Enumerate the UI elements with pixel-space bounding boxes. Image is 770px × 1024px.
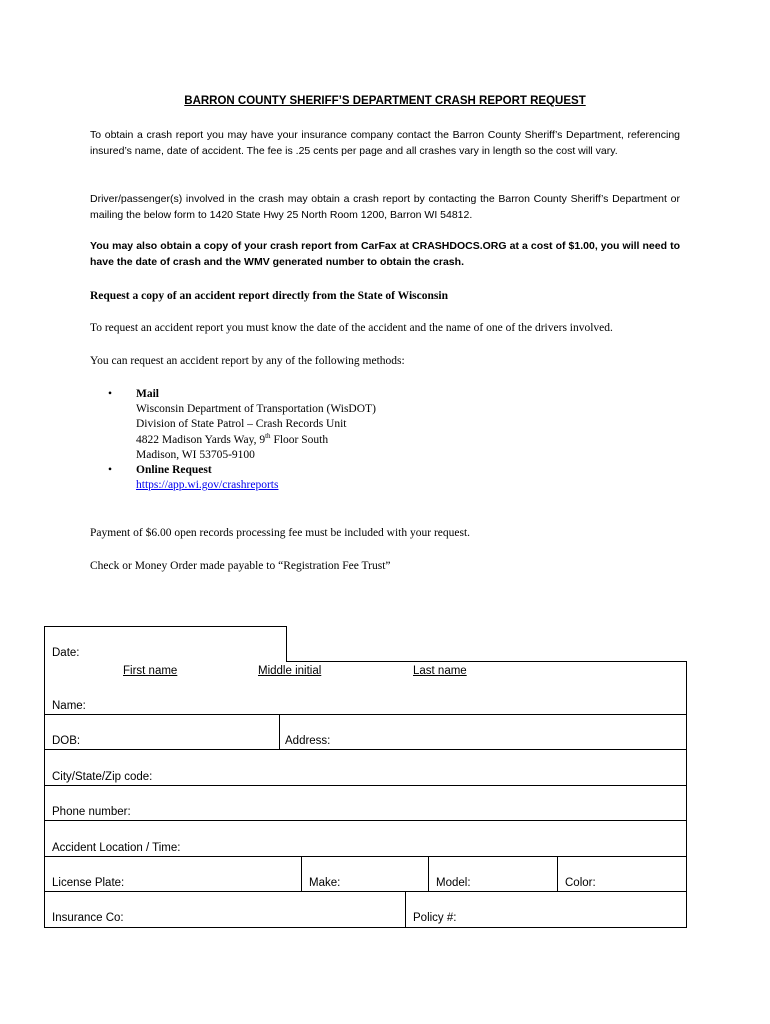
city-state-zip-field[interactable]: City/State/Zip code:: [52, 771, 153, 783]
form-line: [286, 661, 687, 662]
list-item-mail: [108, 387, 508, 463]
policy-number-field[interactable]: Policy #:: [413, 912, 457, 924]
page-title: BARRON COUNTY SHERIFF’S DEPARTMENT CRASH REPORT REQUEST: [184, 95, 586, 107]
crash-reports-link[interactable]: https://app.wi.gov/crashreports: [136, 479, 279, 492]
intro-paragraph-carfax: You may also obtain a copy of your crash report from CarFax at CRASHDOCS.ORG at a cost of $1.00, you will need to have the date of crash and the WMV generated number to obtain the crash.: [90, 240, 680, 268]
online-request-heading: Online Request: [136, 464, 212, 477]
payment-text: Payment of $6.00 open records processing fee must be included with your request.: [90, 527, 471, 539]
form-line: [44, 785, 687, 786]
form-line: [44, 856, 687, 857]
mail-address-street: 4822 Madison Yards Way, 9: [136, 433, 266, 446]
methods-intro-text: You can request an accident report by any of the following methods:: [90, 355, 405, 367]
form-line: [405, 891, 406, 928]
form-line: [44, 714, 687, 715]
form-line: [557, 856, 558, 892]
form-line: [428, 856, 429, 892]
intro-paragraph-mail: Driver/passenger(s) involved in the crash may obtain a crash report by contacting the Barron County Sheriff’s Department or mailing the below form to 1420 State Hwy 25 North Room 1200, Barron WI 54812.: [90, 193, 680, 221]
mail-address-line-2: Division of State Patrol – Crash Records Unit: [136, 418, 347, 431]
form-line: [279, 714, 280, 750]
mail-heading: Mail: [136, 388, 159, 400]
last-name-header: Last name: [413, 665, 467, 677]
date-field[interactable]: Date:: [52, 647, 80, 659]
request-methods-list: [108, 387, 508, 493]
intro-paragraph-insurance: To obtain a crash report you may have your insurance company contact the Barron County Sheriff’s Department, referencing insured’s name, date of accident. The fee is .25 cents per page and all crashes vary in length so the cost will vary.: [90, 129, 680, 157]
form-line: [286, 626, 287, 662]
license-plate-field[interactable]: License Plate:: [52, 877, 125, 889]
color-field[interactable]: Color:: [565, 877, 596, 889]
form-line: [44, 927, 687, 928]
address-field[interactable]: Address:: [285, 735, 331, 747]
phone-number-field[interactable]: Phone number:: [52, 806, 131, 818]
make-field[interactable]: Make:: [309, 877, 341, 889]
form-line: [44, 749, 687, 750]
state-section-heading: Request a copy of an accident report directly from the State of Wisconsin: [90, 290, 448, 302]
bullet-icon: •: [108, 464, 113, 477]
check-payable-text: Check or Money Order made payable to “Registration Fee Trust”: [90, 560, 391, 572]
insurance-company-field[interactable]: Insurance Co:: [52, 912, 124, 924]
bullet-icon: •: [108, 388, 113, 400]
mail-address-line-4: Madison, WI 53705-9100: [136, 448, 255, 461]
mail-address-line-1: Wisconsin Department of Transportation (WisDOT): [136, 403, 376, 416]
list-item-online: [108, 463, 508, 493]
form-line: [686, 661, 687, 928]
dob-field[interactable]: DOB:: [52, 735, 81, 747]
first-name-header: First name: [123, 665, 178, 677]
model-field[interactable]: Model:: [436, 877, 471, 889]
ordinal-suffix: th: [265, 431, 271, 440]
form-line: [44, 626, 45, 928]
form-line: [301, 856, 302, 892]
form-line: [44, 820, 687, 821]
form-line: [44, 891, 687, 892]
accident-location-field[interactable]: Accident Location / Time:: [52, 842, 181, 854]
name-field[interactable]: Name:: [52, 700, 86, 712]
mail-address-line-3: [136, 433, 508, 448]
middle-initial-header: Middle initial: [258, 665, 322, 677]
mail-address-floor: Floor South: [270, 433, 329, 446]
form-line: [44, 626, 287, 627]
state-requirement-text: To request an accident report you must know the date of the accident and the name of one of the drivers involved.: [90, 322, 613, 334]
